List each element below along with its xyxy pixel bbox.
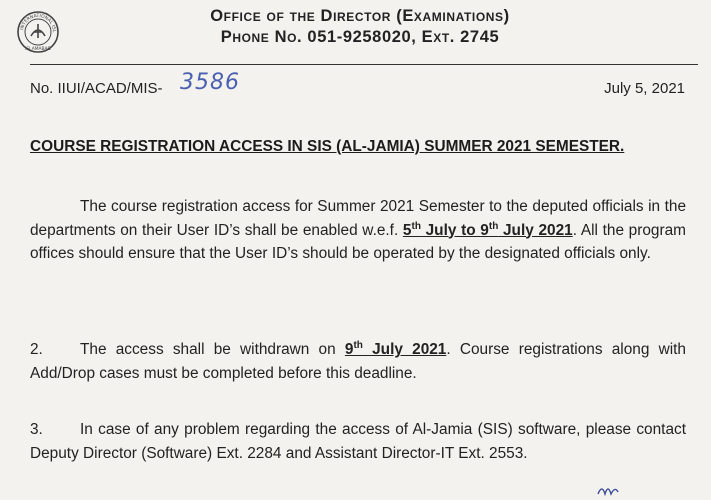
paragraph-number: 2. — [30, 341, 43, 358]
withdrawal-deadline: 9th July 2021 — [344, 339, 447, 358]
header-divider — [30, 64, 698, 65]
office-title: Office of the Director (Examinations) — [210, 7, 510, 25]
seal-bottom-text: ISLAMABAD — [25, 47, 51, 52]
reference-number-handwritten: 3586 — [180, 70, 240, 95]
university-seal-logo — [16, 2, 60, 64]
paragraph-2: 2. The access shall be withdrawn on 9th July 2021. Course registrations along with Add/Drop cases must be completed before this deadline. — [30, 339, 686, 382]
subject-line: COURSE REGISTRATION ACCESS IN SIS (AL-JAMIA) SUMMER 2021 SEMESTER. — [30, 138, 625, 155]
office-heading — [160, 6, 560, 48]
signature-mark — [596, 480, 636, 500]
reference-prefix: No. IIUI/ACAD/MIS- — [30, 80, 163, 97]
access-period: 5th July to 9th July 2021 — [402, 220, 573, 239]
paragraph-number: 3. — [30, 421, 43, 438]
svg-text:INTERNATIONAL ISLAMIC UNIVERSI: INTERNATIONAL ISL — [20, 13, 57, 33]
office-phone: Phone No. 051-9258020, Ext. 2745 — [220, 28, 500, 46]
paragraph-1: The course registration access for Summer 2021 Semester to the deputed officials in the departments on their User ID’s shall be enabled w.e.f. 5th July to 9th July 2021. All the program offices should ensure that the User ID’s should be operated by the designated officials only. — [30, 198, 686, 262]
paragraph-3: 3. In case of any problem regarding the access of Al-Jamia (SIS) software, please contact Deputy Director (Software) Ext. 2284 and Assistant Director-IT Ext. 2553. — [30, 418, 686, 465]
letter-date: July 5, 2021 — [604, 80, 685, 97]
